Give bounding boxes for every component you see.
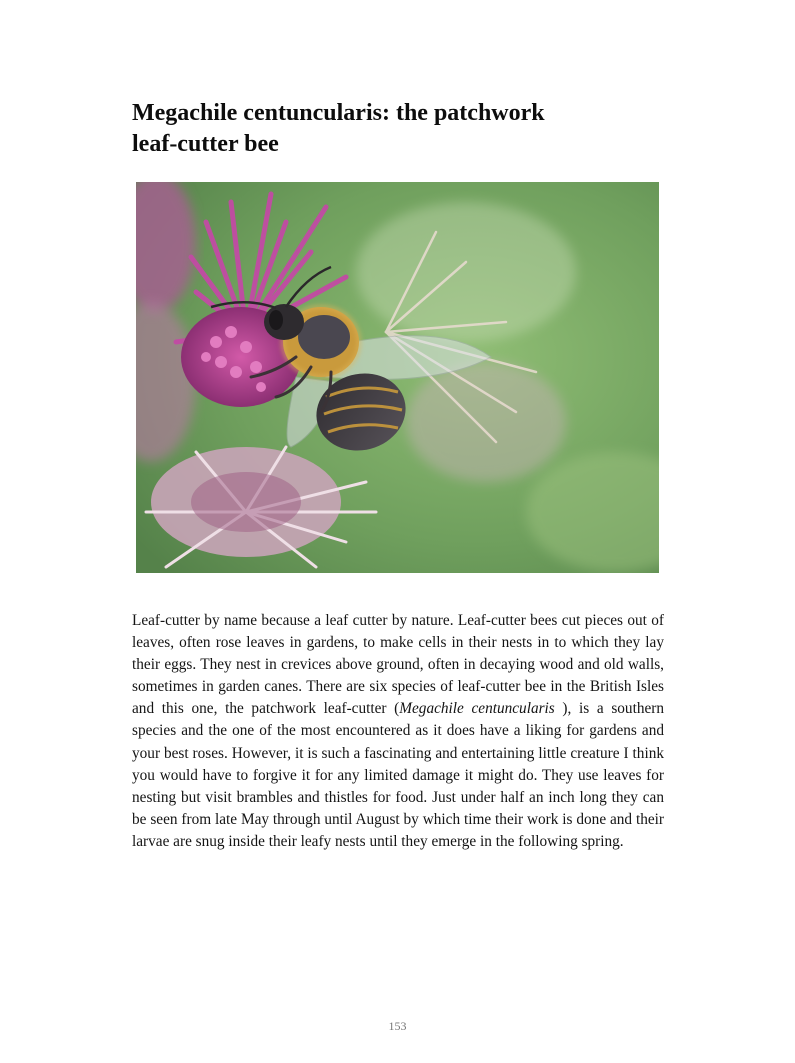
paragraph-part-1: Leaf-cutter by name because a leaf cutter by nature. Leaf-cutter bees cut pieces out of leaves, often rose leaves in gardens, to make cells in their nests in to which they lay their eggs. They nest in crevices above ground, often in decaying wood and old walls, sometimes in garden canes. There are six species of leaf-cutter bee in the British Isles and this one, the patchwork leaf-cutter (: [132, 612, 664, 718]
page-number: 153: [388, 1019, 407, 1033]
paragraph-part-2: ), is a southern species and the one of the most encountered as it does have a liking for gardens and your best roses. However, it is such a fascinating and entertaining little creature I think you would have to forgive it for any limited damage it might do. They use leaves for nesting but visit brambles and thistles for food. Just under half an inch long they can be seen from late May through until August by which time their work is done and their larvae are snug inside their leafy nests until they emerge in the following spring.: [132, 700, 665, 850]
body-paragraph: [132, 610, 664, 853]
species-name-italic: Megachile centuncularis: [399, 700, 555, 718]
bee-on-thistle-photo: [136, 182, 659, 573]
title-line-1: Megachile centuncularis: the patchwork: [132, 100, 545, 126]
title-line-2: leaf-cutter bee: [132, 131, 279, 157]
page-title: [132, 98, 672, 160]
